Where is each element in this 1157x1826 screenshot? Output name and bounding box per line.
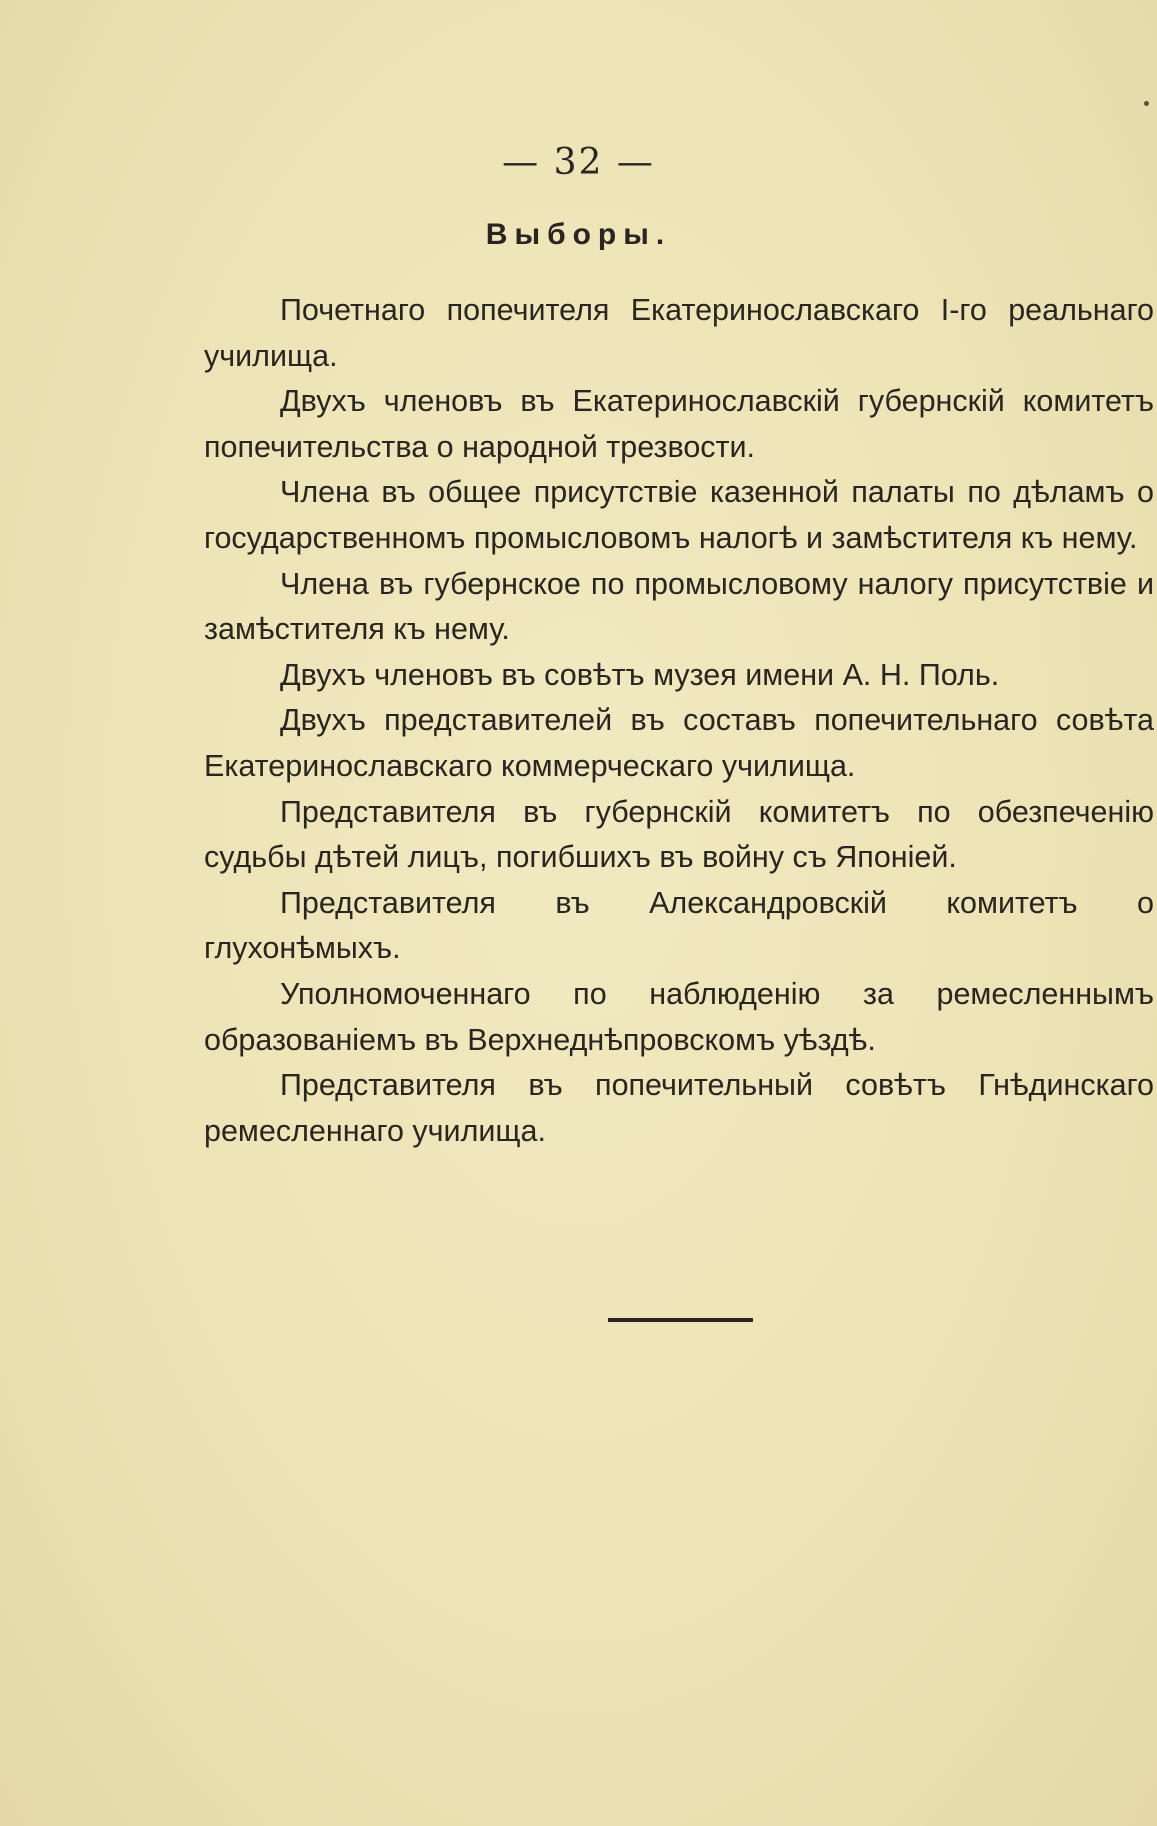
body-text	[204, 288, 1154, 1154]
paragraph: Представителя въ попечительный совѣтъ Гнѣдинскаго ремесленнаго училища.	[204, 1068, 1154, 1148]
section-heading: Выборы.	[485, 218, 672, 251]
paragraph: Члена въ губернское по промысловому налогу присутствіе и замѣстителя къ нему.	[204, 566, 1154, 647]
paragraph: Члена въ общее присутствіе казенной палаты по дѣламъ о государственномъ промысловомъ налогѣ и замѣстителя къ нему.	[204, 475, 1154, 555]
paragraph: Двухъ членовъ въ Екатеринославскій губернскій комитетъ попечительства о народной трезвости.	[204, 384, 1154, 464]
paragraph: Представителя въ губернскій комитетъ по обезпеченію судьбы дѣтей лицъ, погибшихъ въ войну съ Японіей.	[204, 794, 1154, 875]
page-number: — 32 —	[502, 142, 655, 183]
end-rule	[608, 1318, 753, 1322]
paragraph: Двухъ членовъ въ совѣтъ музея имени А. Н. Поль.	[280, 657, 1000, 692]
paragraph: Почетнаго попечителя Екатеринославскаго I-го реальнаго училища.	[204, 293, 1154, 373]
paragraph: Представителя въ Александровскій комитетъ о глухонѣмыхъ.	[204, 885, 1154, 966]
paragraph: Двухъ представителей въ составъ попечительнаго совѣта Екатеринославскаго коммерческаго училища.	[204, 703, 1154, 783]
ink-speck	[1144, 101, 1149, 106]
paragraph: Уполномоченнаго по наблюденію за ремесленнымъ образованіемъ въ Верхнеднѣпровскомъ уѣздѣ.	[204, 976, 1154, 1057]
